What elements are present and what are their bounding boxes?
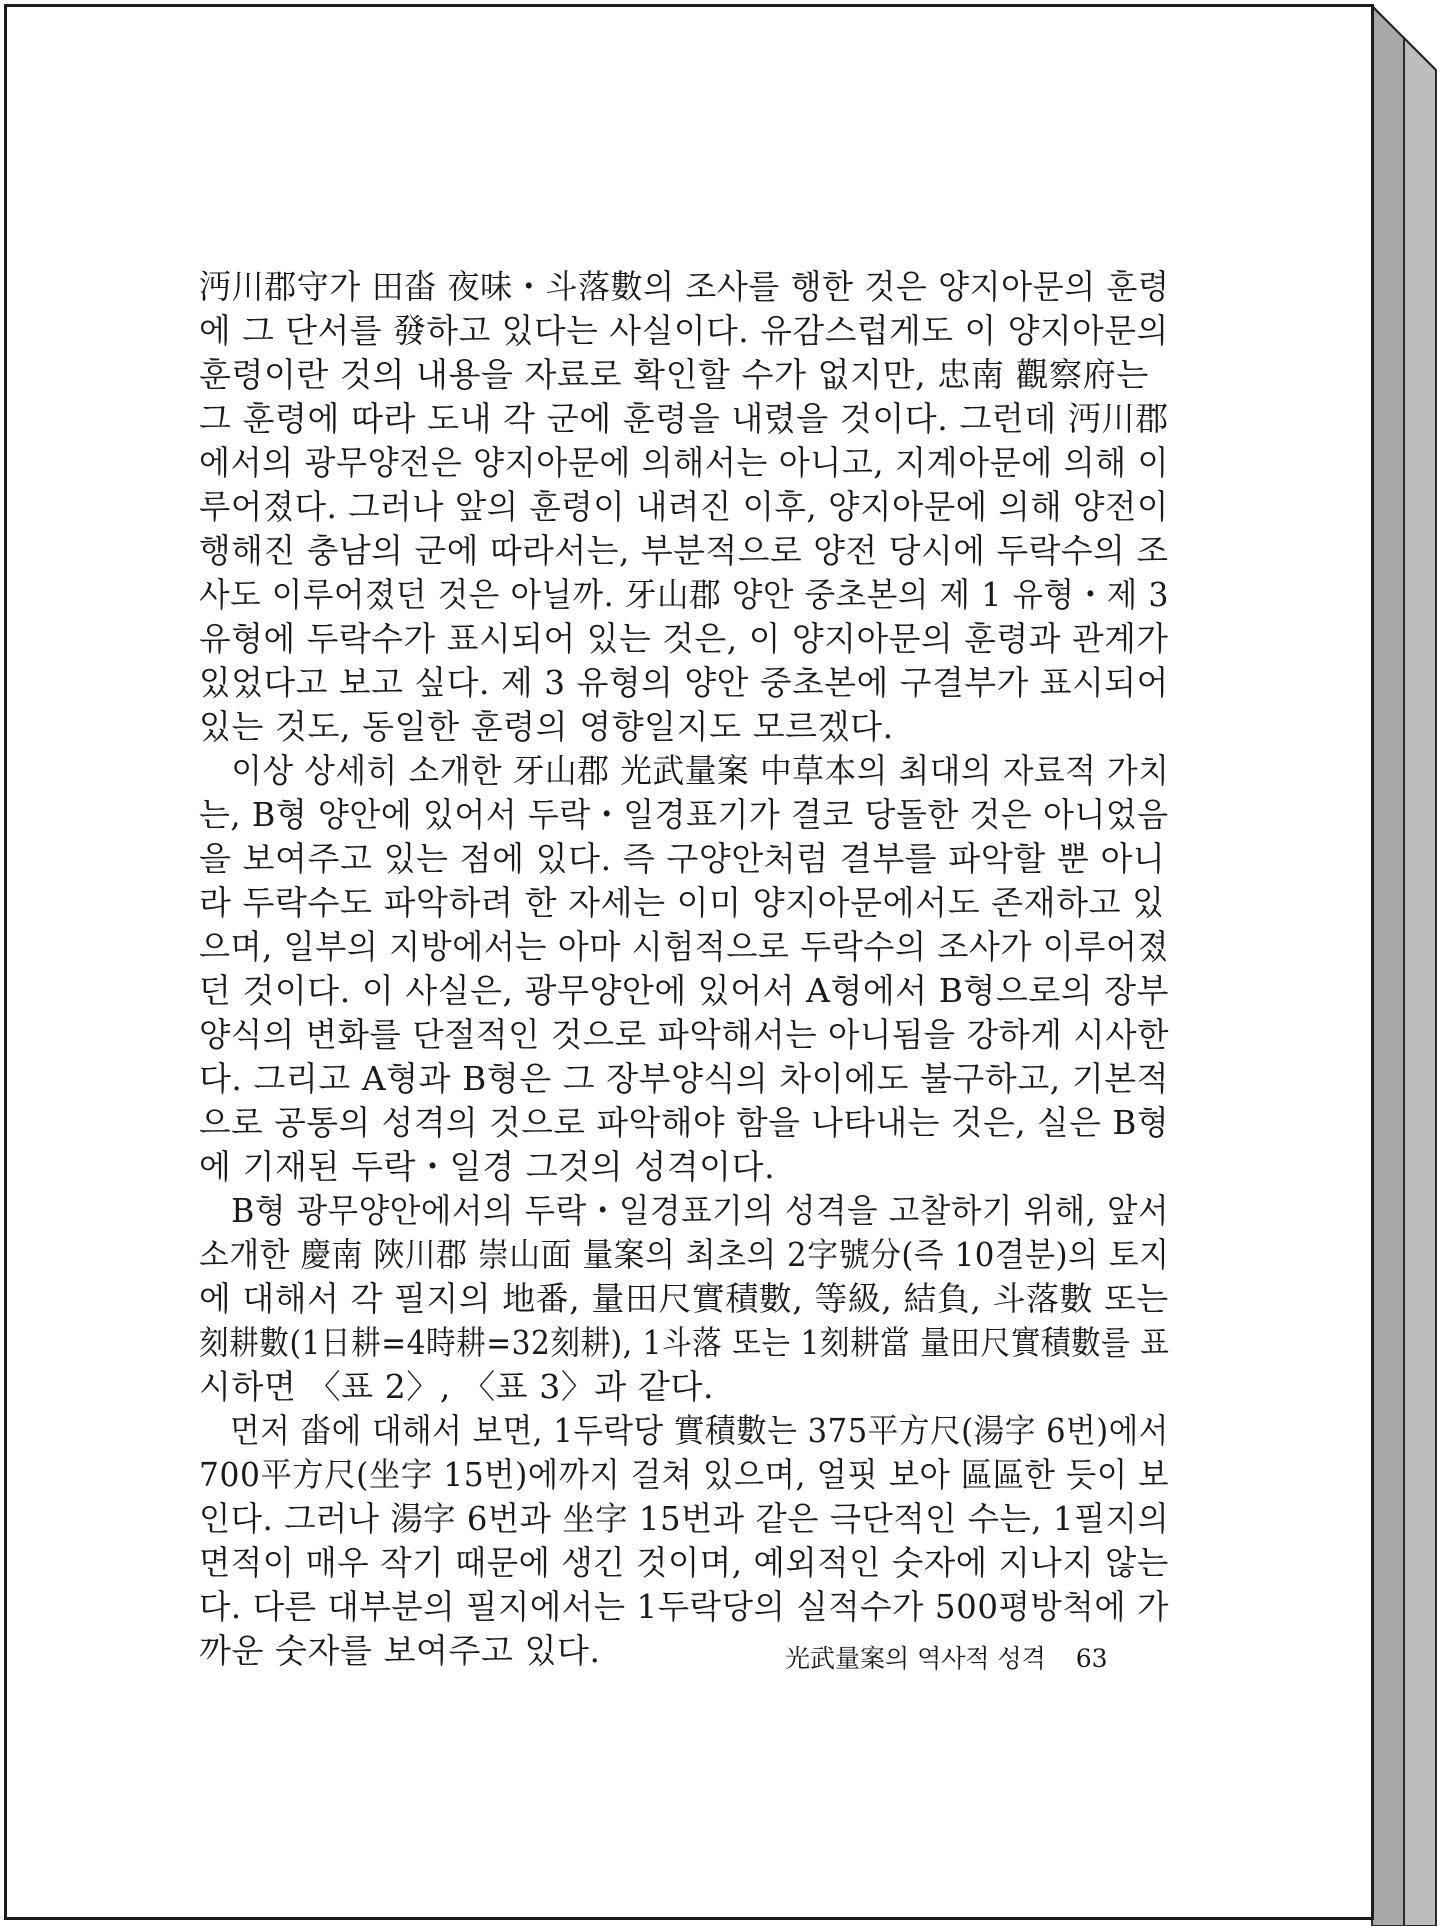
text-line: 인다. 그러나 湯字 6번과 坐字 15번과 같은 극단적인 수는, 1필지의 [199, 1499, 1170, 1538]
text-line: 까운 숫자를 보여주고 있다. [199, 1631, 601, 1670]
text-line: 그 훈령에 따라 도내 각 군에 훈령을 내렸을 것이다. 그런데 沔川郡 [199, 399, 1169, 438]
running-title: 光武量案의 역사적 성격 [785, 1644, 1046, 1673]
text-line: 을 보여주고 있는 점에 있다. 즉 구양안처럼 결부를 파악할 뿐 아니 [199, 839, 1166, 878]
text-line: 라 두락수도 파악하려 한 자세는 이미 양지아문에서도 존재하고 있 [199, 883, 1165, 922]
text-line: 에 대해서 각 필지의 地番, 量田尺實積數, 等級, 結負, 斗落數 또는 [199, 1279, 1169, 1318]
text-line: 沔川郡守가 田畓 夜味・斗落數의 조사를 행한 것은 양지아문의 훈령 [199, 267, 1170, 306]
text-line: 루어졌다. 그러나 앞의 훈령이 내려진 이후, 양지아문에 의해 양전이 [199, 487, 1169, 526]
text-line: 시하면 〈표 2〉, 〈표 3〉과 같다. [199, 1367, 715, 1406]
book-page [4, 4, 1374, 1920]
text-line: 다. 그리고 A형과 B형은 그 장부양식의 차이에도 불구하고, 기본적 [199, 1059, 1170, 1098]
text-line: 던 것이다. 이 사실은, 광무양안에 있어서 A형에서 B형으로의 장부 [199, 971, 1170, 1010]
text-line: 훈령이란 것의 내용을 자료로 확인할 수가 없지만, 忠南 觀察府는 [199, 355, 1149, 394]
text-line: 으로 공통의 성격의 것으로 파악해야 함을 나타내는 것은, 실은 B형 [199, 1103, 1170, 1142]
text-line: 있었다고 보고 싶다. 제 3 유형의 양안 중초본에 구결부가 표시되어 [199, 663, 1169, 702]
text-line: 양식의 변화를 단절적인 것으로 파악해서는 아니됨을 강하게 시사한 [199, 1015, 1170, 1054]
text-line: 사도 이루어졌던 것은 아닐까. 牙山郡 양안 중초본의 제 1 유형・제 3 [199, 575, 1170, 614]
text-line: B형 광무양안에서의 두락・일경표기의 성격을 고찰하기 위해, 앞서 [199, 1191, 1170, 1230]
text-line: 으며, 일부의 지방에서는 아마 시험적으로 두락수의 조사가 이루어졌 [199, 927, 1170, 966]
text-line: 에서의 광무양전은 양지아문에 의해서는 아니고, 지계아문에 의해 이 [199, 443, 1170, 482]
text-line: 는, B형 양안에 있어서 두락・일경표기가 결코 당돌한 것은 아니었음 [199, 795, 1169, 834]
body-text [199, 265, 1169, 1673]
text-line: 면적이 매우 작기 때문에 생긴 것이며, 예외적인 숫자에 지나지 않는 [199, 1543, 1169, 1582]
text-line: 에 그 단서를 發하고 있다는 사실이다. 유감스럽게도 이 양지아문의 [199, 311, 1169, 350]
page-number: 63 [1075, 1644, 1108, 1673]
text-line: 있는 것도, 동일한 훈령의 영향일지도 모르겠다. [199, 707, 894, 746]
text-line: 다. 다른 대부분의 필지에서는 1두락당의 실적수가 500평방척에 가 [199, 1587, 1170, 1626]
text-line: 刻耕數(1日耕=4時耕=32刻耕), 1斗落 또는 1刻耕當 量田尺實積數를 표 [199, 1323, 1170, 1362]
text-line: 에 기재된 두락・일경 그것의 성격이다. [199, 1147, 776, 1186]
page-footer [785, 1639, 1108, 1675]
text-line: 700平方尺(坐字 15번)에까지 걸쳐 있으며, 얼핏 보아 區區한 듯이 보 [199, 1455, 1170, 1494]
text-line: 유형에 두락수가 표시되어 있는 것은, 이 양지아문의 훈령과 관계가 [199, 619, 1169, 658]
text-line: 소개한 慶南 陜川郡 崇山面 量案의 최초의 2字號分(즉 10결분)의 토지 [199, 1235, 1170, 1274]
text-line: 먼저 畓에 대해서 보면, 1두락당 實積數는 375平方尺(湯字 6번)에서 [199, 1411, 1169, 1450]
text-line: 행해진 충남의 군에 따라서는, 부분적으로 양전 당시에 두락수의 조 [199, 531, 1169, 570]
text-line: 이상 상세히 소개한 牙山郡 光武量案 中草本의 최대의 자료적 가치 [199, 751, 1170, 790]
